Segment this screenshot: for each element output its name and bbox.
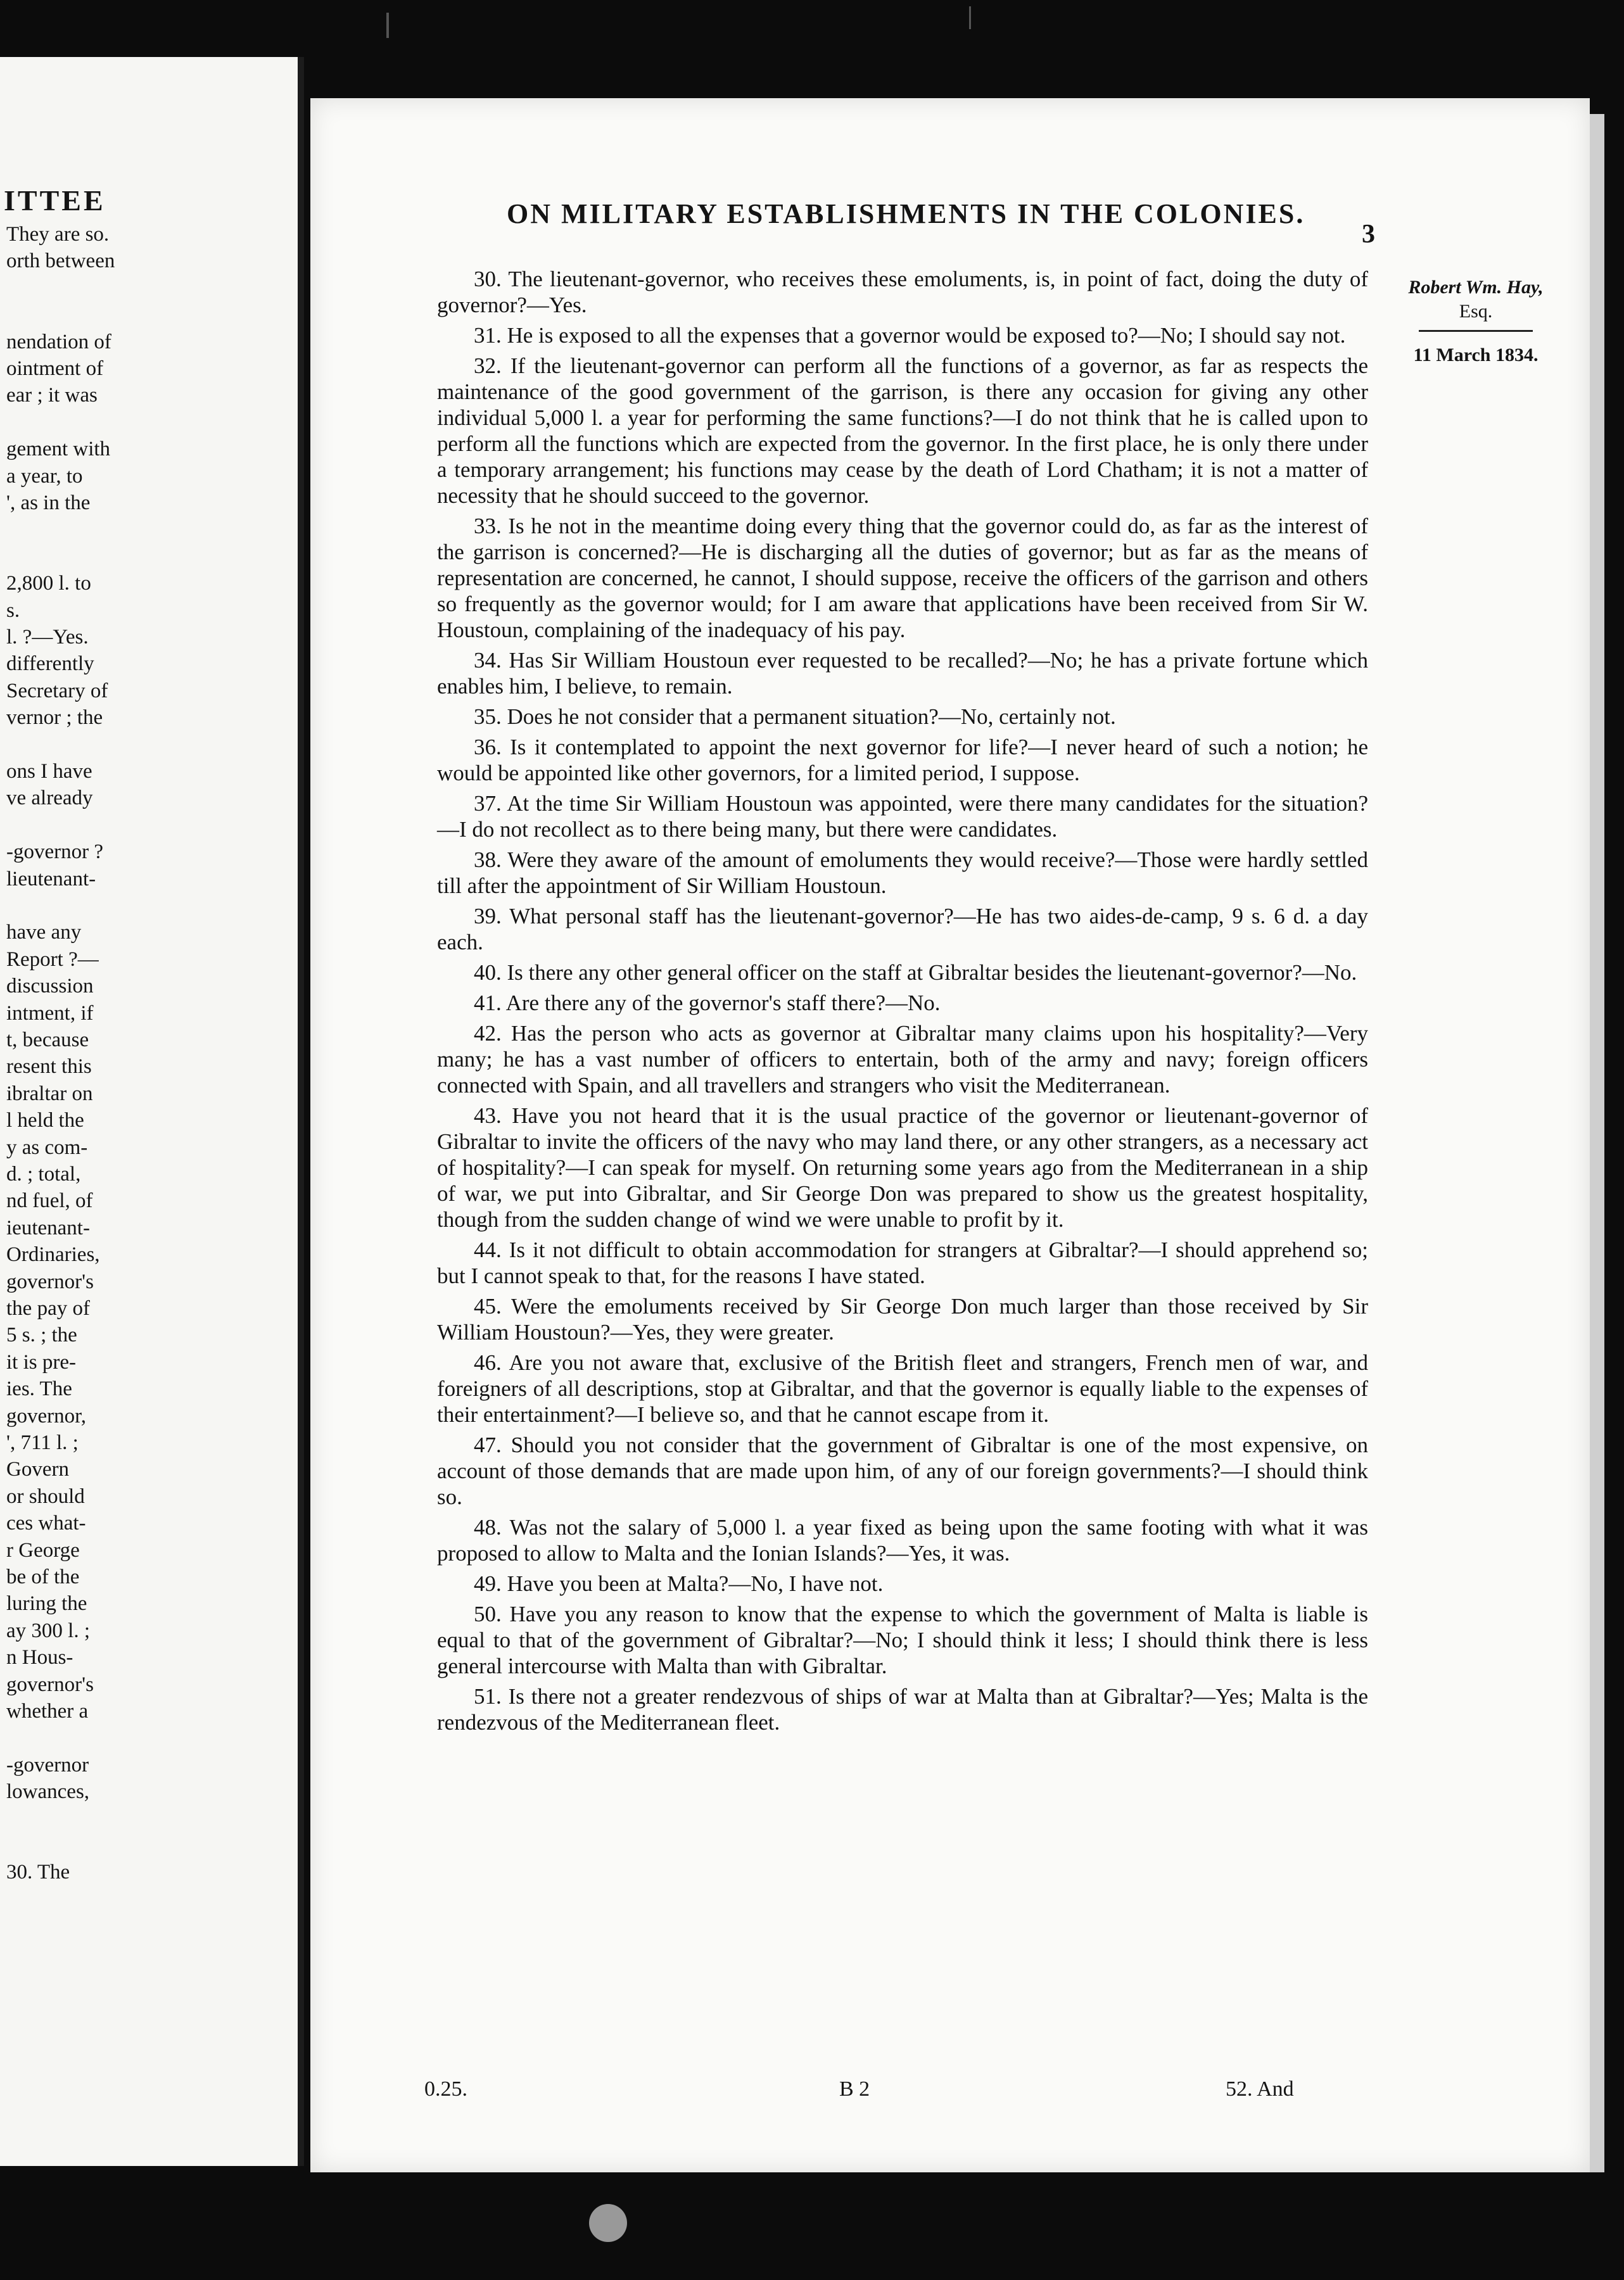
left-page-line: nendation of: [6, 330, 111, 353]
left-page-line: They are so.: [6, 223, 110, 246]
left-page-line: or should: [6, 1485, 85, 1508]
footer-signature-mark: B 2: [839, 2077, 870, 2101]
margin-rule: [1419, 330, 1533, 332]
question-30: 30. The lieutenant-governor, who receives these emoluments, is, in point of fact, doing the duty of governor?—Yes.: [437, 267, 1368, 317]
question-41: 41. Are there any of the governor's staff there?—No.: [474, 991, 941, 1015]
left-page-line: ve already: [6, 787, 93, 810]
witness-margin-note: [1387, 276, 1564, 367]
left-page-line: the pay of: [6, 1297, 90, 1320]
left-page-line: governor's: [6, 1270, 94, 1293]
left-page-line: lowances,: [6, 1780, 90, 1804]
question-38: 38. Were they aware of the amount of emoluments they would receive?—Those were hardly settled till after the appointment of Sir William Houstoun.: [437, 847, 1368, 898]
question-51: 51. Is there not a greater rendezvous of ships of war at Malta than at Gibraltar?—Yes; Malta is the rendezvous of the Mediterranean fleet.: [437, 1684, 1368, 1735]
left-page-line: differently: [6, 652, 94, 676]
question-42: 42. Has the person who acts as governor at Gibraltar many claims upon his hospitality?—Very many; he has a vast number of officers to entertain, both of the army and navy; foreign officers connected with Spain, and all travellers and strangers who visit the Mediterranean.: [437, 1021, 1368, 1098]
left-page-line: ies. The: [6, 1378, 72, 1401]
left-page-line: nd fuel, of: [6, 1189, 93, 1213]
left-page-line: it is pre-: [6, 1350, 76, 1374]
left-page-line: -governor ?: [6, 840, 104, 864]
left-page-line: lieutenant-: [6, 867, 96, 890]
question-32: 32. If the lieutenant-governor can perform all the functions of a governor, as far as respects the maintenance of the good government of the garrison, is there any occasion for giving any other individual 5,000 l. a year for performing the same functions?—I do not think that he is called upon to perform all the functions which are expected from the governor. In the first place, he is only there under a temporary arrangement; his functions may cease by the death of Lord Chatham; it is not a matter of necessity that he should succeed to the governor.: [437, 353, 1368, 508]
question-43: 43. Have you not heard that it is the usual practice of the governor or lieutenant-governor of Gibraltar to invite the officers of the navy who may land there, or any other strangers, as a necessary act of hospitality?—I can speak for myself. On returning some years ago from the Mediterranean in a ship of war, we put into Gibraltar, and Sir George Don was prepared to show us the greatest hospitality, though from the sudden change of wind we were unable to profit by it.: [437, 1103, 1368, 1232]
left-page-line: have any: [6, 921, 82, 944]
left-page-line: Secretary of: [6, 679, 108, 702]
film-scratch: [969, 6, 971, 29]
footer-catchword: 52. And: [1226, 2077, 1294, 2101]
question-45: 45. Were the emoluments received by Sir George Don much larger than those received by Sir William Houstoun?—Yes, they were greater.: [437, 1294, 1368, 1345]
left-page-line: l. ?—Yes.: [6, 626, 89, 649]
question-39: 39. What personal staff has the lieutenant-governor?—He has two aides-de-camp, 9 s. 6 d. a day each.: [437, 904, 1368, 954]
left-page-line: d. ; total,: [6, 1163, 81, 1186]
question-35: 35. Does he not consider that a permanent situation?—No, certainly not.: [474, 704, 1116, 729]
left-page-line: Govern: [6, 1458, 69, 1481]
left-page-line: ', as in the: [6, 491, 91, 514]
left-page-line: ieutenant-: [6, 1216, 90, 1239]
film-scratch: [386, 13, 389, 38]
left-page-line: ointment of: [6, 357, 104, 380]
question-48: 48. Was not the salary of 5,000 l. a year fixed as being upon the same footing with what it was proposed to allow to Malta and the Ionian Islands?—Yes, it was.: [437, 1515, 1368, 1566]
left-page-line: 30. The: [6, 1861, 70, 1884]
question-47: 47. Should you not consider that the government of Gibraltar is one of the most expensive, on account of those demands that are made upon him, of any of our foreign governments?—I should think so.: [437, 1433, 1368, 1509]
left-page-line: discussion: [6, 975, 94, 998]
question-46: 46. Are you not aware that, exclusive of the British fleet and strangers, French men of war, and foreigners of all descriptions, stop at Gibraltar, and that the governor is equally liable to the expenses of their entertainment?—I believe so, and that he cannot escape from it.: [437, 1350, 1368, 1427]
question-40: 40. Is there any other general officer on the staff at Gibraltar besides the lieutenant-governor?—No.: [474, 960, 1357, 985]
left-page-line: resent this: [6, 1055, 92, 1079]
question-36: 36. Is it contemplated to appoint the next governor for life?—I never heard of such a notion; he would be appointed like other governors, for a limited period, I suppose.: [437, 735, 1368, 785]
page-number: 3: [1362, 220, 1375, 249]
left-page-line: be of the: [6, 1566, 80, 1588]
left-page-line: whether a: [6, 1700, 89, 1723]
left-page-line: Report ?—: [6, 947, 99, 971]
witness-name: Robert Wm. Hay,: [1408, 277, 1544, 298]
footer-sessional-number: 0.25.: [424, 2077, 467, 2101]
left-page-line: ay 300 l. ;: [6, 1619, 90, 1642]
left-page-line: l held the: [6, 1109, 84, 1132]
question-44: 44. Is it not difficult to obtain accommodation for strangers at Gibraltar?—I should apprehend so; but I cannot speak to that, for the reasons I have stated.: [437, 1238, 1368, 1288]
left-page-line: s.: [6, 598, 20, 622]
question-37: 37. At the time Sir William Houstoun was appointed, were there many candidates for the situation?—I do not recollect as to there being many, but there were candidates.: [437, 791, 1368, 842]
left-page-line: luring the: [6, 1592, 87, 1616]
question-50: 50. Have you any reason to know that the expense to which the government of Malta is liable is equal to that of the government of Gibraltar?—No; I should think it less; I should think there is less general intercourse with Malta than with Gibraltar.: [437, 1602, 1368, 1678]
left-page-line: Ordinaries,: [6, 1243, 100, 1267]
testimony-body: [437, 266, 1368, 1740]
question-49: 49. Have you been at Malta?—No, I have not.: [474, 1571, 884, 1596]
left-page-line: ibraltar on: [6, 1082, 93, 1105]
left-page-line: vernor ; the: [6, 706, 103, 730]
left-page-line: 5 s. ; the: [6, 1324, 77, 1347]
left-page-line: ', 711 l. ;: [6, 1431, 79, 1454]
left-page-line: r George: [6, 1538, 80, 1562]
left-page-line: y as com-: [6, 1136, 88, 1159]
question-33: 33. Is he not in the meantime doing every thing that the governor could do, as far as the interest of the garrison is concerned?—He is discharging all the duties of governor; but as far as the means of representation are concerned, he cannot, I should suppose, receive the officers of the garrison and others so frequently as the governor would; for I am aware that applications have been received from Sir W. Houstoun, complaining of the inadequacy of his pay.: [437, 514, 1368, 642]
left-page-line: ces what-: [6, 1512, 86, 1535]
left-page-line: governor's: [6, 1673, 94, 1696]
left-page-line: t, because: [6, 1029, 89, 1051]
left-page-line: gement with: [6, 438, 111, 461]
left-page-line: ons I have: [6, 760, 92, 783]
left-page-line: n Hous-: [6, 1646, 73, 1669]
question-31: 31. He is exposed to all the expenses that a governor would be exposed to?—No; I should say not.: [474, 323, 1346, 348]
left-page-line: -governor: [6, 1753, 89, 1776]
left-page: [0, 57, 304, 2166]
question-34: 34. Has Sir William Houstoun ever requested to be recalled?—No; he has a private fortune which enables him, I believe, to remain.: [437, 648, 1368, 699]
left-page-line: intment, if: [6, 1001, 94, 1025]
left-page-line: a year, to: [6, 464, 83, 488]
left-page-line: ear ; it was: [6, 384, 98, 407]
witness-date: 11 March 1834.: [1413, 345, 1538, 365]
left-page-line: governor,: [6, 1404, 87, 1428]
left-page-line: 2,800 l. to: [6, 572, 91, 595]
left-page-header-fragment: ITTEE: [4, 184, 106, 217]
left-page-line: orth between: [6, 250, 115, 273]
witness-suffix: Esq.: [1459, 301, 1493, 322]
film-scratch: [589, 2204, 627, 2242]
running-head: ON MILITARY ESTABLISHMENTS IN THE COLONIES.: [507, 198, 1305, 229]
